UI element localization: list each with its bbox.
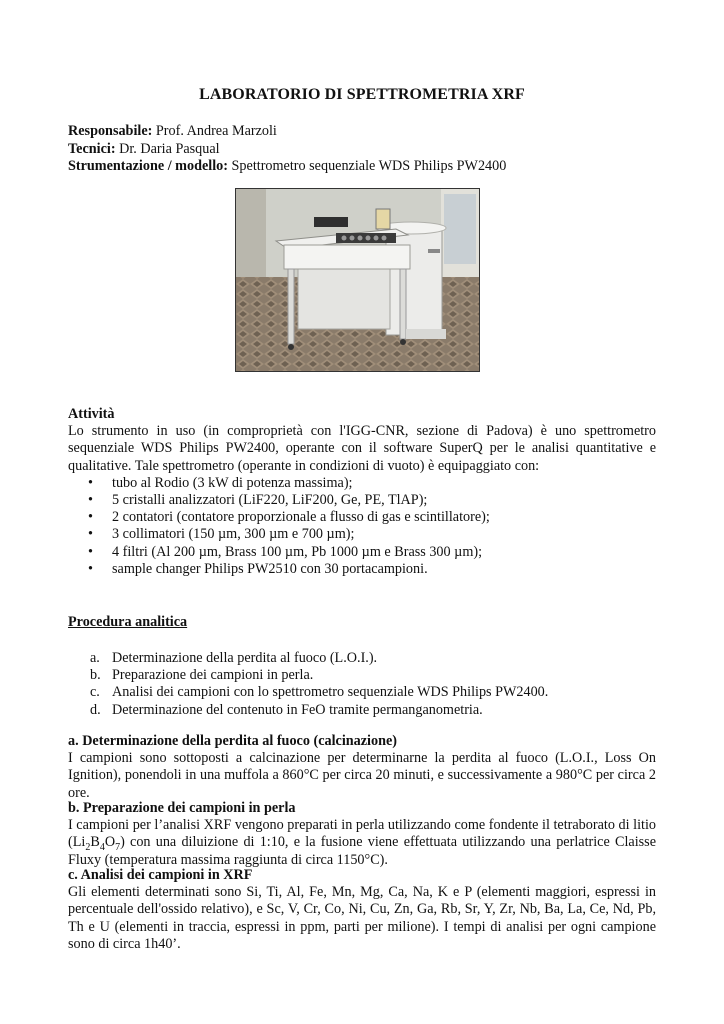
- section-a-paragraph: I campioni sono sottoposti a calcinazione per determinarne la perdita al fuoco (L.O.I., Loss On Ignition), ponendoli in una muffola a 860°C per circa 20 minuti, e successivamente a 980°C per circa 2 ore.: [68, 750, 656, 801]
- responsabile-label: Responsabile:: [68, 123, 153, 139]
- equipment-item-text: 2 contatori (contatore proporzionale a flusso di gas e scintillatore);: [112, 509, 490, 526]
- staff-info: [68, 123, 506, 176]
- equipment-item: [68, 475, 656, 492]
- spectrometer-photo: [235, 188, 480, 372]
- strumentazione-line: [68, 158, 506, 176]
- equipment-item: [68, 492, 656, 509]
- tecnici-value: Dr. Daria Pasqual: [115, 140, 220, 157]
- section-c-heading: c. Analisi dei campioni in XRF: [68, 867, 253, 883]
- procedura-item: [68, 650, 656, 667]
- bullet-marker: •: [88, 492, 93, 508]
- equipment-item-text: sample changer Philips PW2510 con 30 portacampioni.: [112, 560, 428, 577]
- section-a: [68, 733, 656, 802]
- tecnici-line: [68, 141, 506, 159]
- attivita-section: [68, 406, 656, 578]
- subscript: 4: [99, 842, 105, 854]
- procedura-heading: Procedura analitica: [68, 614, 188, 630]
- procedura-list-block: [68, 650, 656, 719]
- tecnici-label: Tecnici:: [68, 140, 116, 157]
- procedura-section: [68, 614, 656, 631]
- procedura-item-text: Determinazione del contenuto in FeO tramite permanganometria.: [112, 701, 483, 718]
- procedura-item-text: Determinazione della perdita al fuoco (L.O.I.).: [112, 650, 378, 666]
- responsabile-value: Prof. Andrea Marzoli: [152, 123, 277, 139]
- item-marker: a.: [90, 650, 100, 666]
- strumentazione-value: Spettrometro sequenziale WDS Philips PW2400: [227, 158, 507, 174]
- bullet-marker: •: [88, 509, 93, 526]
- equipment-item-text: 3 collimatori (150 µm, 300 µm e 700 µm);: [112, 526, 355, 543]
- equipment-list: [68, 475, 656, 578]
- procedura-item-text: Analisi dei campioni con lo spettrometro sequenziale WDS Philips PW2400.: [112, 684, 549, 701]
- item-marker: b.: [90, 667, 101, 684]
- procedura-item: [68, 702, 656, 719]
- section-a-heading: a. Determinazione della perdita al fuoco (calcinazione): [68, 733, 398, 749]
- spectrometer-illustration: [236, 189, 479, 371]
- equipment-item-text: 5 cristalli analizzatori (LiF220, LiF200, Ge, PE, TlAP);: [112, 492, 428, 508]
- section-b-paragraph: [68, 817, 656, 869]
- attivita-heading: Attività: [68, 406, 115, 422]
- section-b-text-part: B: [90, 834, 100, 851]
- procedura-item-text: Preparazione dei campioni in perla.: [112, 667, 314, 684]
- strumentazione-label: Strumentazione / modello:: [68, 158, 228, 174]
- section-c-paragraph: Gli elementi determinati sono Si, Ti, Al, Fe, Mn, Mg, Ca, Na, K e P (elementi maggiori, espressi in percentuale dell'ossido relativo), e Sc, V, Cr, Co, Ni, Cu, Zn, Ga, Rb, Sr, Y, Zr, Nb, Ba, La, Ce, Nd, Pb, Th e U (elementi in traccia, espressi in ppm, parti per milione). I tempi di analisi per ogni campione sono di circa 1h40’.: [68, 884, 656, 952]
- section-b-text-part: ) con una diluizione di 1:10, e la fusione viene effettuata utilizzando una perlatrice Claisse Fluxy (temperatura massima raggiunta di circa 1150°C).: [68, 834, 656, 868]
- equipment-item: [68, 561, 656, 578]
- equipment-item: [68, 526, 656, 543]
- section-b-text-part: O: [104, 834, 116, 851]
- document-title: LABORATORIO DI SPETTROMETRIA XRF: [199, 86, 525, 103]
- procedura-list: [68, 650, 656, 719]
- section-b-text-part: I campioni per l’analisi XRF vengono preparati in perla utilizzando come fondente il tetraborato di litio (Li: [68, 817, 656, 851]
- equipment-item: [68, 544, 656, 561]
- subscript: 2: [85, 842, 91, 854]
- procedura-item: [68, 684, 656, 701]
- section-c: [68, 867, 656, 953]
- item-marker: c.: [90, 684, 100, 701]
- equipment-item: [68, 509, 656, 526]
- bullet-marker: •: [88, 474, 93, 491]
- section-b: [68, 800, 656, 869]
- subscript: 7: [115, 842, 121, 854]
- procedura-item: [68, 667, 656, 684]
- item-marker: d.: [90, 701, 101, 718]
- bullet-marker: •: [88, 543, 93, 560]
- bullet-marker: •: [88, 560, 93, 577]
- equipment-item-text: tubo al Rodio (3 kW di potenza massima);: [112, 474, 353, 491]
- equipment-item-text: 4 filtri (Al 200 µm, Brass 100 µm, Pb 1000 µm e Brass 300 µm);: [112, 543, 483, 560]
- section-b-heading: b. Preparazione dei campioni in perla: [68, 800, 296, 816]
- attivita-paragraph: Lo strumento in uso (in comproprietà con l'IGG-CNR, sezione di Padova) è uno spettrometro sequenziale WDS Philips PW2400, operante con il software SuperQ per le analisi quantitative e qualitative. Tale spettrometro (operante in condizioni di vuoto) è equipaggiato con:: [68, 423, 656, 474]
- responsabile-line: [68, 123, 506, 141]
- bullet-marker: •: [88, 526, 93, 543]
